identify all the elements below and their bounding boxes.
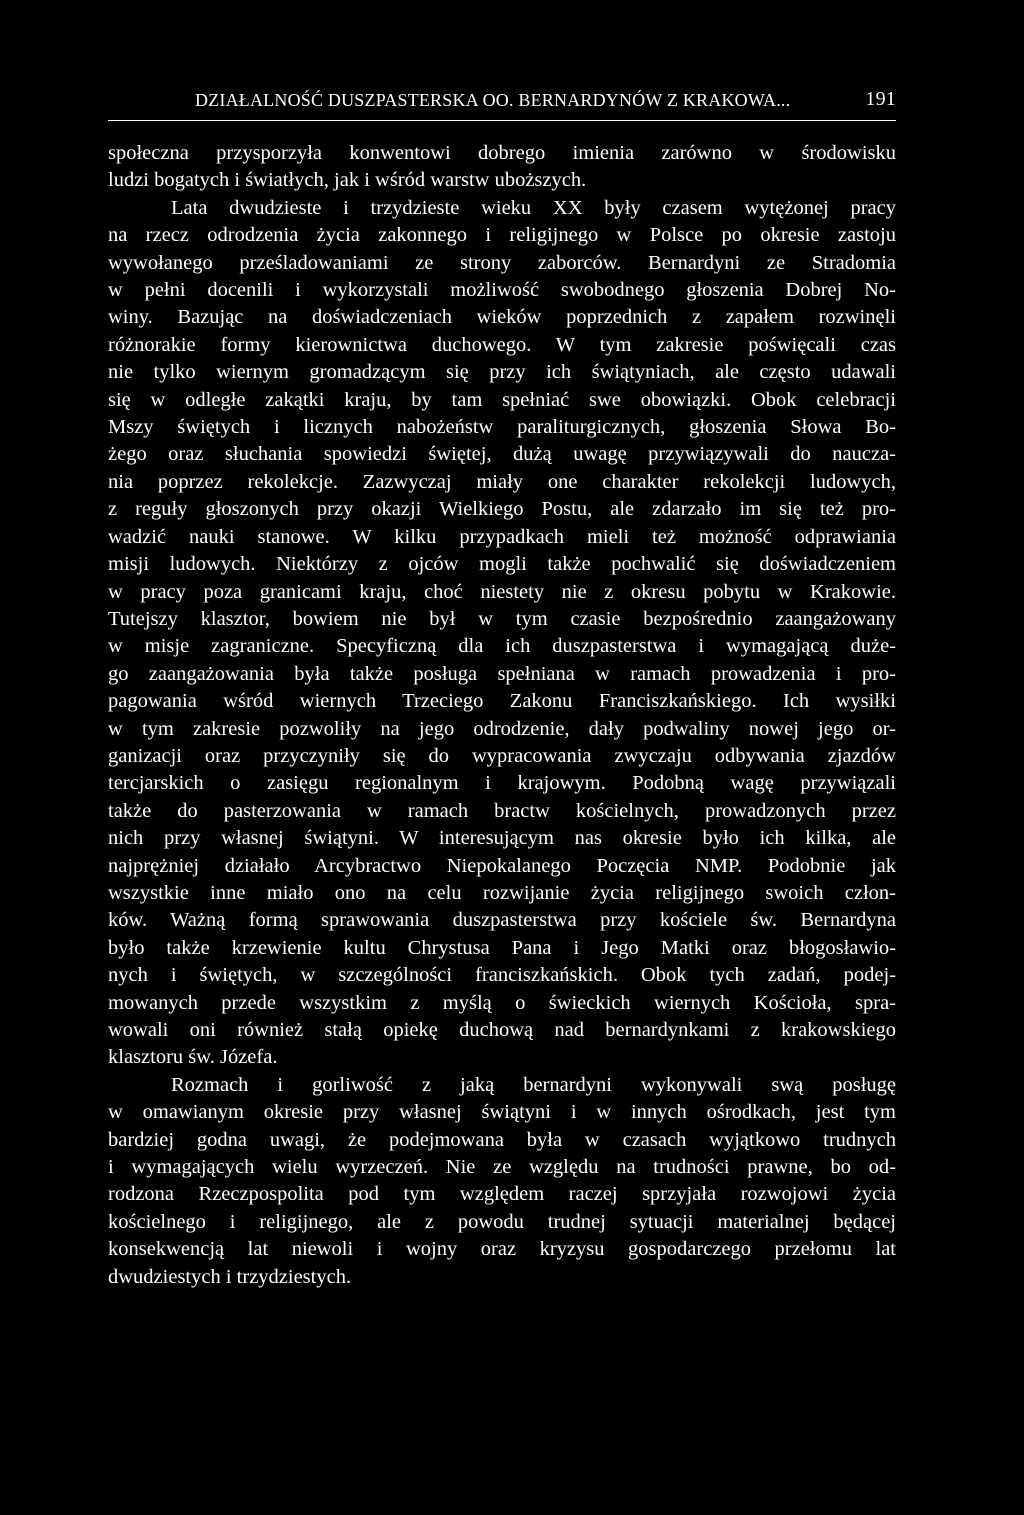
text-line: pagowania wśród wiernych Trzeciego Zakonu Franciszkańskiego. Ich wysiłki: [108, 690, 896, 713]
text-line: społeczna przysporzyła konwentowi dobrego imienia zarówno w środowisku: [108, 142, 896, 164]
text-line: z reguły głoszonych przy okazji Wielkiego Postu, ale zdarzało im się też pro-: [108, 498, 896, 521]
page-number: 191: [865, 88, 896, 110]
text-line: nich przy własnej świątyni. W interesującym nas okresie było ich kilka, ale: [108, 827, 896, 850]
text-line: najprężniej działało Arcybractwo Niepokalanego Poczęcia NMP. Podobnie jak: [108, 854, 896, 877]
text-line: wadzić nauki stanowe. W kilku przypadkach mieli też możność odprawiania: [108, 525, 896, 548]
text-line: w tym zakresie pozwoliły na jego odrodzenie, dały podwaliny nowej jego or-: [108, 717, 896, 740]
running-title: DZIAŁALNOŚĆ DUSZPASTERSKA OO. BERNARDYNÓW Z KRAKOWA...: [195, 90, 791, 110]
text-line: wszystkie inne miało ono na celu rozwijanie życia religijnego swoich człon-: [108, 881, 896, 904]
text-line: rodzona Rzeczpospolita pod tym względem raczej sprzyjała rozwojowi życia: [108, 1183, 896, 1206]
text-line: żego oraz słuchania spowiedzi świętej, dużą uwagę przywiązywali do naucza-: [108, 443, 896, 466]
text-line: kościelnego i religijnego, ale z powodu trudnej sytuacji materialnej będącej: [108, 1210, 896, 1233]
text-line: w omawianym okresie przy własnej świątyni i w innych ośrodkach, jest tym: [108, 1101, 896, 1124]
text-line: ków. Ważną formą sprawowania duszpasterstwa przy kościele św. Bernardyna: [108, 909, 896, 932]
text-line: konsekwencją lat niewoli i wojny oraz kryzysu gospodarczego przełomu lat: [108, 1238, 896, 1261]
text-line: klasztoru św. Józefa.: [108, 1046, 278, 1069]
text-line: ludzi bogatych i światłych, jak i wśród warstw uboższych.: [108, 169, 587, 192]
text-line: wywołanego prześladowaniami ze strony zaborców. Bernardyni ze Stradomia: [108, 251, 896, 274]
text-line: nie tylko wiernym gromadzącym się przy ich świątyniach, ale często udawali: [108, 361, 896, 384]
text-line: w pracy poza granicami kraju, choć niestety nie z okresu pobytu w Krakowie.: [108, 580, 896, 603]
document-page: [108, 88, 896, 1291]
text-line: było także krzewienie kultu Chrystusa Pana i Jego Matki oraz błogosławio-: [108, 936, 896, 959]
text-line: nych i świętych, w szczególności franciszkańskich. Obok tych zadań, podej-: [108, 964, 896, 987]
text-line: Tutejszy klasztor, bowiem nie był w tym czasie bezpośrednio zaangażowany: [108, 607, 896, 630]
text-line: dwudziestych i trzydziestych.: [108, 1265, 352, 1288]
text-line: w pełni docenili i wykorzystali możliwość swobodnego głoszenia Dobrej No-: [108, 279, 896, 302]
text-line: tercjarskich o zasięgu regionalnym i krajowym. Podobną wagę przywiązali: [108, 772, 896, 795]
text-line: Mszy świętych i licznych nabożeństw paraliturgicznych, głoszenia Słowa Bo-: [108, 416, 896, 439]
text-line: się w odległe zakątki kraju, by tam spełniać swe obowiązki. Obok celebracji: [108, 388, 896, 411]
text-line: w misje zagraniczne. Specyficzną dla ich duszpasterstwa i wymagającą duże-: [108, 635, 896, 658]
body-text: [108, 140, 896, 1291]
text-line: Lata dwudzieste i trzydzieste wieku XX były czasem wytężonej pracy: [171, 196, 896, 219]
text-line: i wymagających wielu wyrzeczeń. Nie ze względu na trudności prawne, bo od-: [108, 1156, 896, 1179]
text-line: bardziej godna uwagi, że podejmowana była w czasach wyjątkowo trudnych: [108, 1128, 896, 1151]
running-header: [108, 88, 896, 114]
text-line: mowanych przede wszystkim z myślą o świeckich wiernych Kościoła, spra-: [108, 991, 896, 1014]
text-line: różnorakie formy kierownictwa duchowego. W tym zakresie poświęcali czas: [108, 333, 896, 356]
text-line: ganizacji oraz przyczyniły się do wypracowania zwyczaju odbywania zjazdów: [108, 744, 896, 767]
text-line: Rozmach i gorliwość z jaką bernardyni wykonywali swą posługę: [171, 1073, 896, 1096]
text-line: misji ludowych. Niektórzy z ojców mogli także pochwalić się doświadczeniem: [108, 553, 896, 576]
text-line: wowali oni również stałą opiekę duchową nad bernardynkami z krakowskiego: [108, 1019, 896, 1041]
text-line: na rzecz odrodzenia życia zakonnego i religijnego w Polsce po okresie zastoju: [108, 224, 896, 247]
text-line: także do pasterzowania w ramach bractw kościelnych, prowadzonych przez: [108, 799, 896, 822]
text-line: go zaangażowania była także posługa spełniana w ramach prowadzenia i pro-: [108, 662, 896, 685]
text-line: winy. Bazując na doświadczeniach wieków poprzednich z zapałem rozwinęli: [108, 306, 896, 329]
header-rule: [108, 120, 896, 121]
text-line: nia poprzez rekolekcje. Zazwyczaj miały one charakter rekolekcji ludowych,: [108, 470, 896, 493]
